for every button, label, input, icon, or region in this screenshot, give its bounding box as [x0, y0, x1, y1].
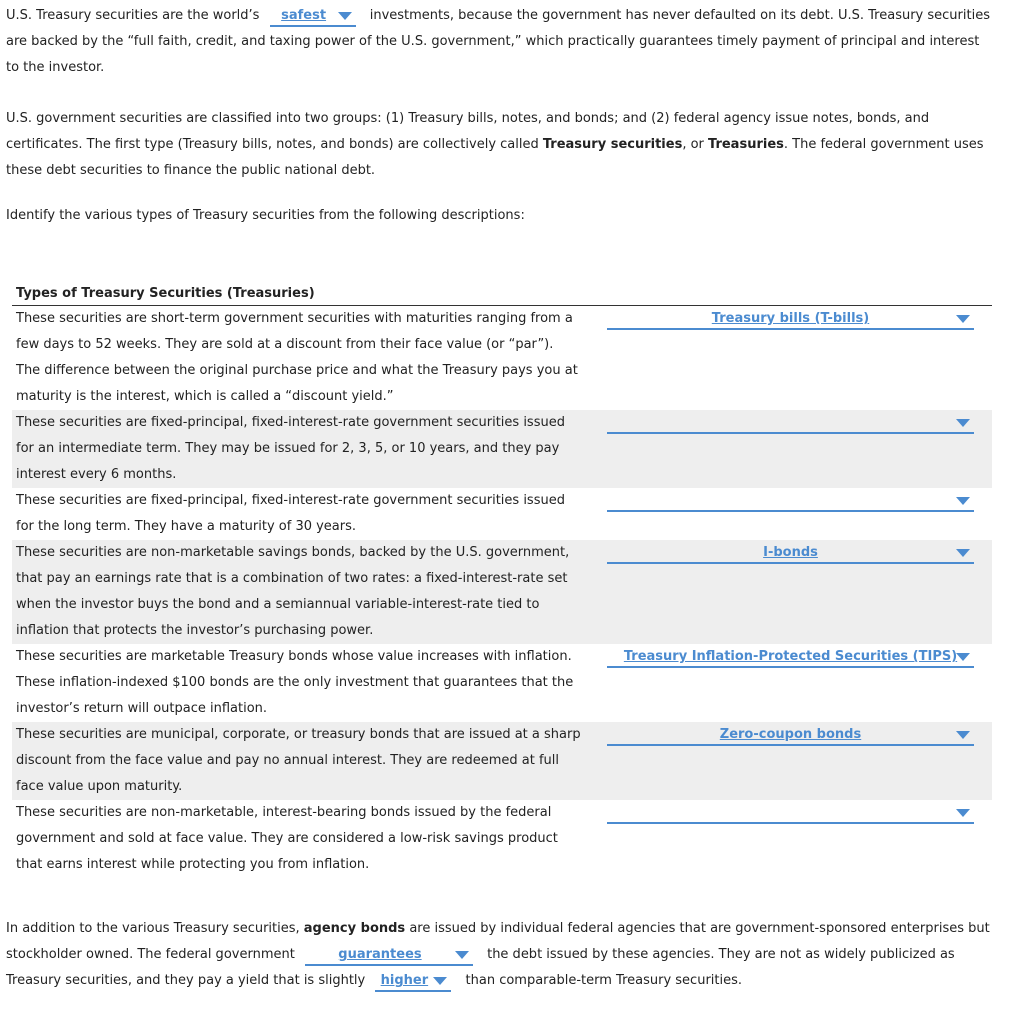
- dropdown-value: Zero-coupon bonds: [719, 727, 862, 742]
- outro-text: the debt issued by these agencies. They are not as widely publicized as: [487, 947, 955, 962]
- bold-term: Treasury securities: [542, 137, 683, 152]
- dropdown-value: safest: [281, 8, 327, 23]
- row-description: [12, 800, 584, 878]
- description-line: These securities are marketable Treasury bonds whose value increases with inflation.: [16, 649, 572, 664]
- intro-text: , or: [682, 137, 709, 152]
- answer-dropdown[interactable]: [607, 726, 974, 746]
- answer-cell: [607, 648, 974, 668]
- caret-down-icon: [956, 549, 970, 557]
- outro-text: are issued by individual federal agencies that are government-sponsored enterprises but: [405, 921, 990, 936]
- description-line: when the investor buys the bond and a semiannual variable-interest-rate tied to: [16, 597, 540, 612]
- answer-cell: [607, 492, 974, 512]
- dropdown-value: guarantees: [338, 947, 422, 962]
- description-line: These securities are municipal, corporate, or treasury bonds that are issued at a sharp: [16, 727, 581, 742]
- description-line: discount from the face value and pay no annual interest. They are redeemed at full: [16, 753, 559, 768]
- dropdown-value: higher: [380, 973, 429, 988]
- table-body: [12, 306, 992, 878]
- description-line: few days to 52 weeks. They are sold at a discount from their face value (or “par”).: [16, 337, 554, 352]
- description-line: The difference between the original purchase price and what the Treasury pays you at: [16, 363, 578, 378]
- intro-text: to the investor.: [6, 60, 105, 75]
- answer-cell: [607, 414, 974, 434]
- table-row: [12, 722, 992, 800]
- description-line: inflation that protects the investor’s purchasing power.: [16, 623, 374, 638]
- row-description: [12, 488, 584, 540]
- intro-text: these debt securities to finance the public national debt.: [6, 163, 376, 178]
- table-row: [12, 488, 992, 540]
- description-line: for the long term. They have a maturity of 30 years.: [16, 519, 357, 534]
- dropdown-value: Treasury Inflation-Protected Securities (TIPS): [623, 649, 958, 664]
- caret-down-icon: [455, 951, 469, 959]
- description-line: These inflation-indexed $100 bonds are the only investment that guarantees that the: [16, 675, 574, 690]
- outro-paragraph: [6, 916, 1006, 994]
- intro-paragraph-1: [6, 3, 1006, 81]
- guarantee-dropdown[interactable]: [305, 946, 473, 966]
- description-line: These securities are fixed-principal, fixed-interest-rate government securities issued: [16, 493, 565, 508]
- caret-down-icon: [956, 653, 970, 661]
- table-row: [12, 410, 992, 488]
- outro-text: Treasury securities, and they pay a yield that is slightly: [6, 973, 366, 988]
- outro-text: than comparable-term Treasury securities.: [465, 973, 743, 988]
- answer-dropdown[interactable]: [607, 310, 974, 330]
- caret-down-icon: [433, 977, 447, 985]
- description-line: maturity is the interest, which is called a “discount yield.”: [16, 389, 394, 404]
- description-line: that earns interest while protecting you from inflation.: [16, 857, 370, 872]
- caret-down-icon: [956, 419, 970, 427]
- answer-dropdown[interactable]: [607, 544, 974, 564]
- description-line: face value upon maturity.: [16, 779, 183, 794]
- description-line: These securities are non-marketable savings bonds, backed by the U.S. government,: [16, 545, 570, 560]
- intro-paragraph-2: [6, 106, 1006, 184]
- table-row: [12, 540, 992, 644]
- answer-cell: [607, 544, 974, 564]
- description-line: These securities are short-term government securities with maturities ranging from a: [16, 311, 573, 326]
- bold-term: Treasuries: [708, 137, 784, 152]
- description-line: for an intermediate term. They may be issued for 2, 3, 5, or 10 years, and they pay: [16, 441, 560, 456]
- outro-text: In addition to the various Treasury securities,: [6, 921, 304, 936]
- instruction-label: Identify the various types of Treasury securities from the following descriptions:: [6, 208, 525, 223]
- description-line: interest every 6 months.: [16, 467, 177, 482]
- intro-text: U.S. Treasury securities are the world’s: [6, 8, 260, 23]
- description-line: investor’s return will outpace inflation.: [16, 701, 268, 716]
- intro-text: certificates. The first type (Treasury bills, notes, and bonds) are collectively called: [6, 137, 543, 152]
- bold-term: agency bonds: [303, 921, 406, 936]
- answer-cell: [607, 726, 974, 746]
- caret-down-icon: [956, 315, 970, 323]
- description-line: government and sold at face value. They are considered a low-risk savings product: [16, 831, 558, 846]
- instruction-text: [6, 203, 1006, 229]
- answer-cell: [607, 310, 974, 330]
- yield-dropdown[interactable]: [375, 972, 451, 992]
- answer-dropdown[interactable]: [607, 648, 974, 668]
- intro-text: are backed by the “full faith, credit, and taxing power of the U.S. government,” which practically guarantees timely payment of principal and interest: [6, 34, 980, 49]
- row-description: [12, 306, 584, 410]
- dropdown-value: Treasury bills (T-bills): [711, 311, 870, 326]
- table-row: [12, 306, 992, 410]
- caret-down-icon: [956, 731, 970, 739]
- description-line: that pay an earnings rate that is a combination of two rates: a fixed-interest-rate set: [16, 571, 568, 586]
- caret-down-icon: [338, 12, 352, 20]
- answer-cell: [607, 804, 974, 824]
- intro-text: U.S. government securities are classified into two groups: (1) Treasury bills, notes, and bonds; and (2) federal agency issue notes, bonds, and: [6, 111, 930, 126]
- answer-dropdown[interactable]: [607, 414, 974, 434]
- row-description: [12, 410, 584, 488]
- outro-text: stockholder owned. The federal government: [6, 947, 295, 962]
- table-row: [12, 644, 992, 722]
- description-line: These securities are fixed-principal, fixed-interest-rate government securities issued: [16, 415, 565, 430]
- table-row: [12, 800, 992, 878]
- answer-dropdown[interactable]: [607, 492, 974, 512]
- table-header: Types of Treasury Securities (Treasuries): [12, 283, 992, 306]
- answer-dropdown[interactable]: [607, 804, 974, 824]
- safety-dropdown[interactable]: [270, 7, 356, 27]
- caret-down-icon: [956, 809, 970, 817]
- row-description: [12, 722, 584, 800]
- caret-down-icon: [956, 497, 970, 505]
- treasury-types-table: [12, 283, 992, 878]
- intro-text: . The federal government uses: [783, 137, 984, 152]
- row-description: [12, 644, 584, 722]
- description-line: These securities are non-marketable, interest-bearing bonds issued by the federal: [16, 805, 552, 820]
- dropdown-value: I-bonds: [763, 545, 818, 560]
- row-description: [12, 540, 584, 644]
- intro-text: investments, because the government has never defaulted on its debt. U.S. Treasury securities: [369, 8, 990, 23]
